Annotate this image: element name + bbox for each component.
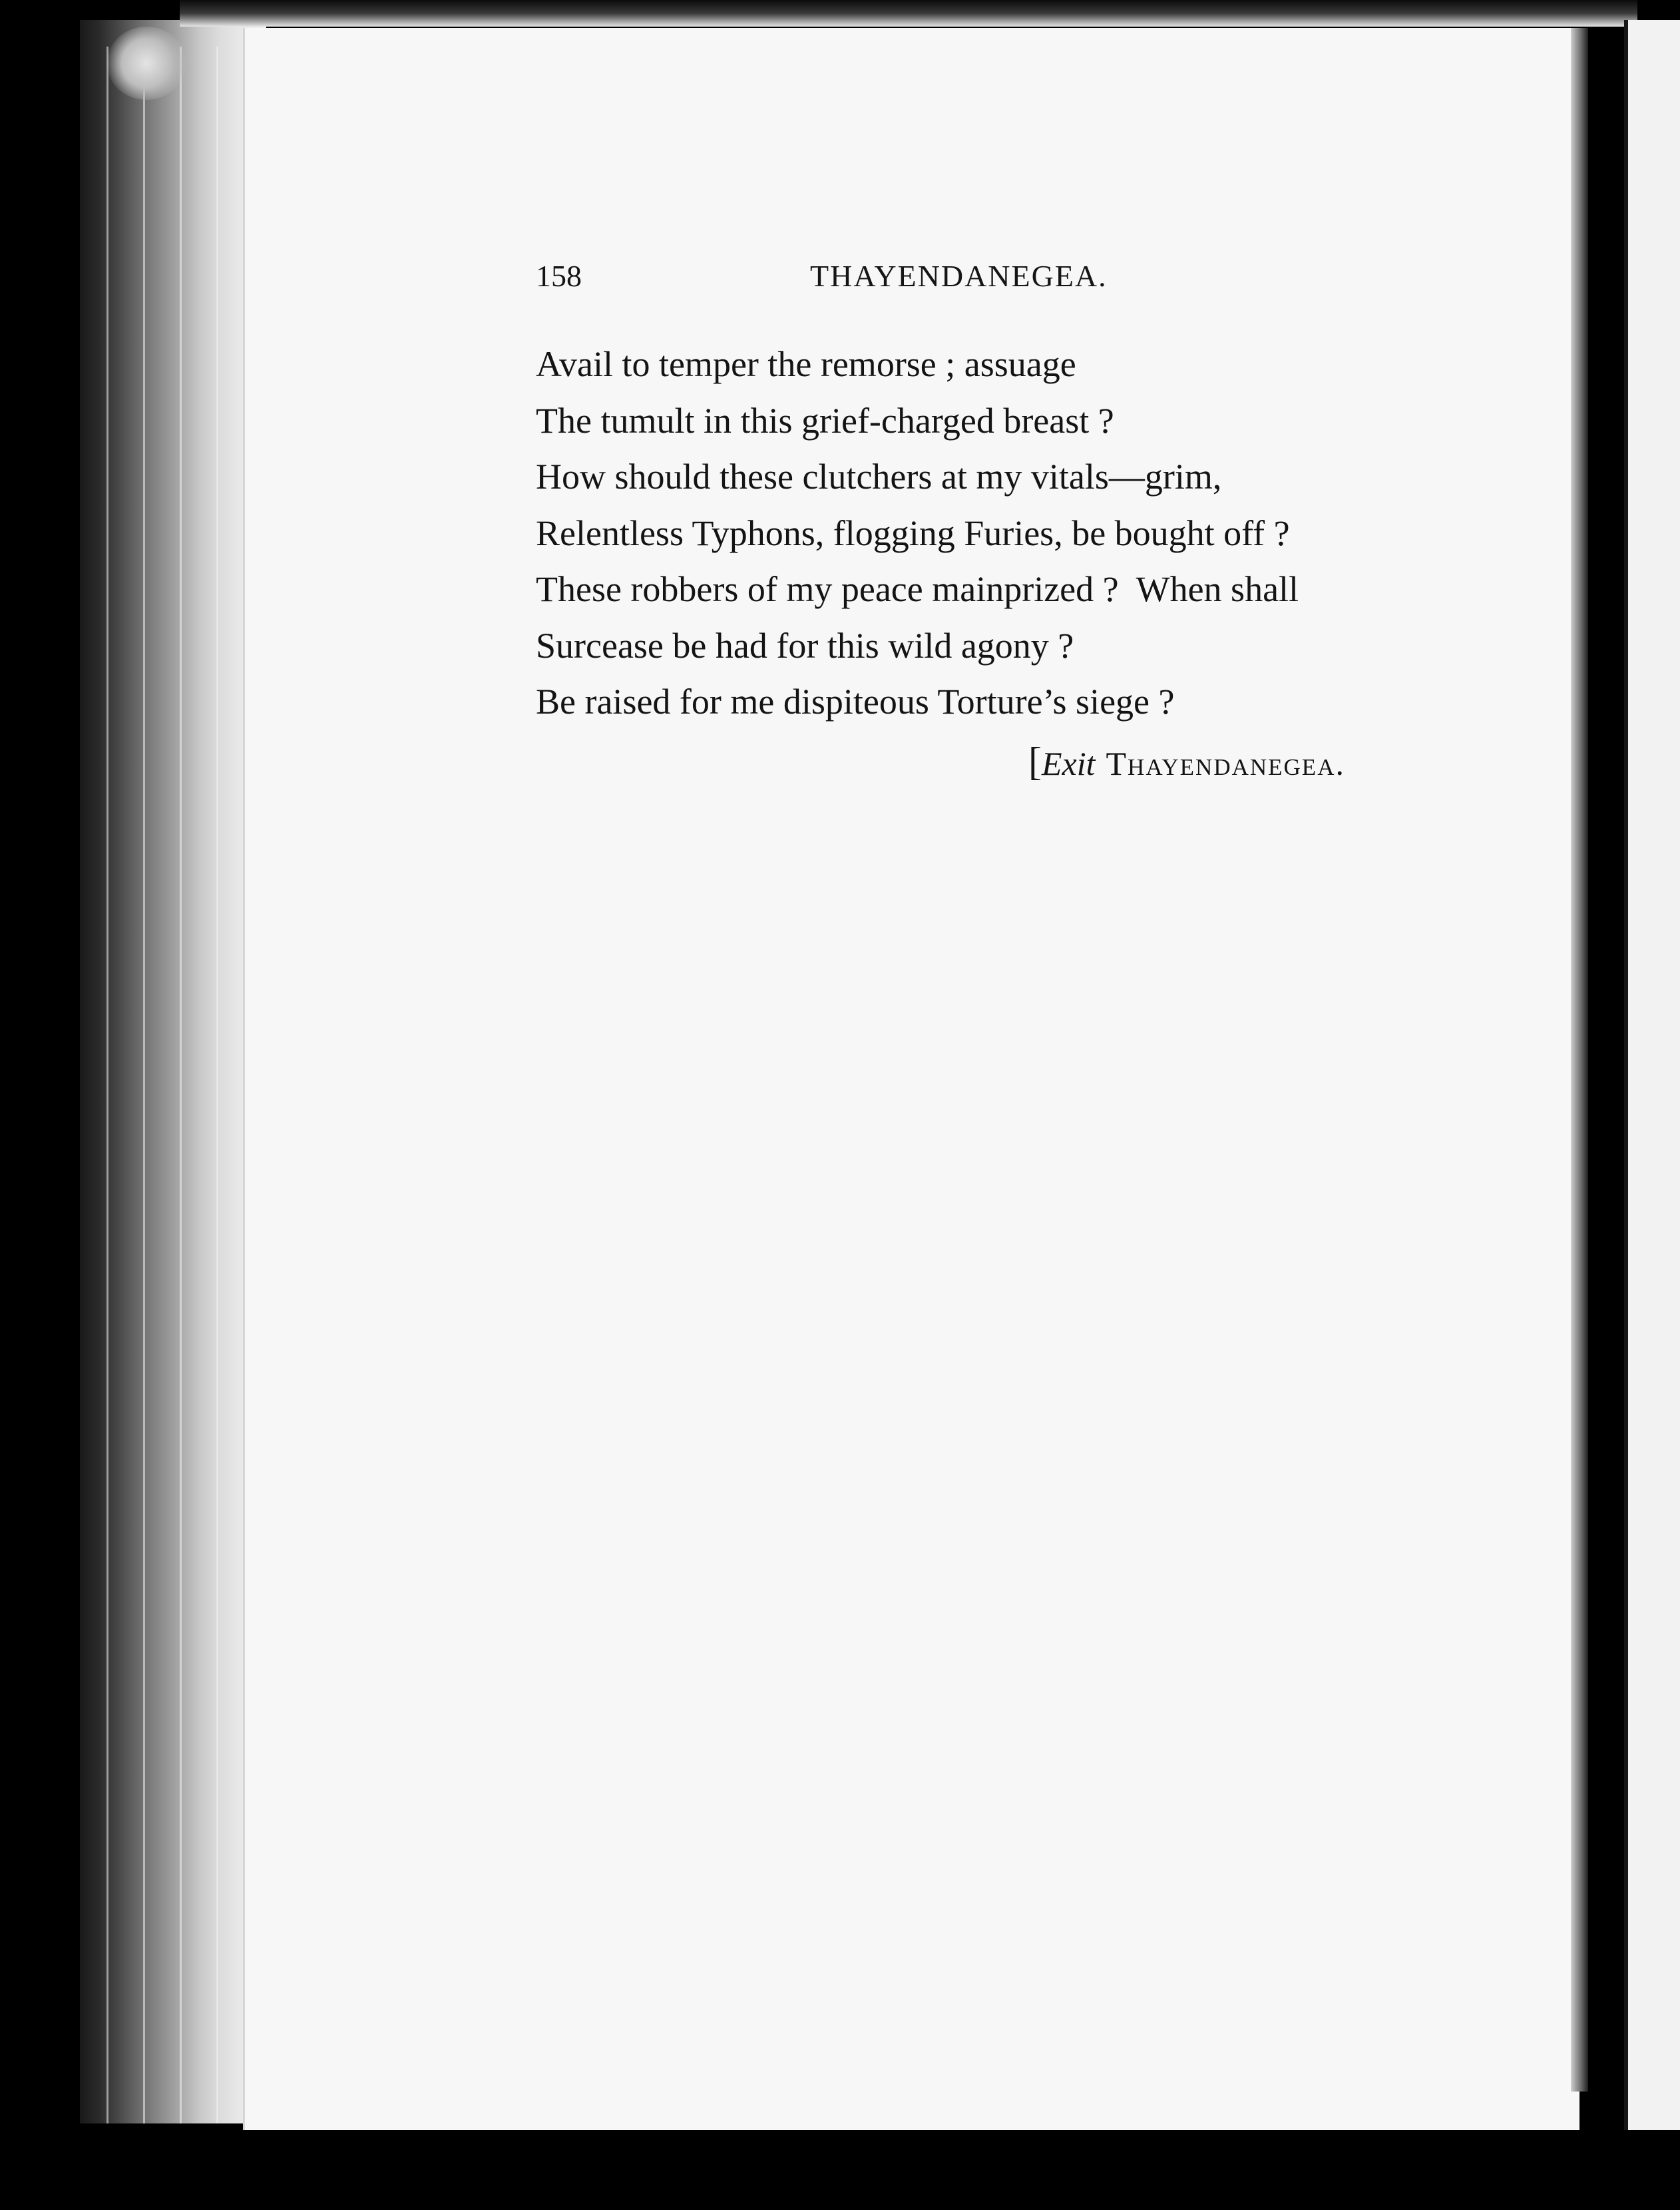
running-title: THAYENDANEGEA.	[810, 259, 1108, 293]
scan-bottom-border	[0, 2130, 1680, 2210]
stage-direction-character: Thayendanegea.	[1106, 745, 1345, 782]
book-top-edge	[180, 0, 1637, 27]
gutter-shadow	[1571, 28, 1588, 2092]
facing-page-edge	[1624, 20, 1680, 2130]
stage-direction	[1028, 739, 1345, 785]
verse-line: How should these clutchers at my vitals—grim,	[536, 457, 1222, 497]
verse-line: These robbers of my peace mainprized ? When shall	[536, 569, 1299, 609]
page-number: 158	[536, 259, 582, 293]
verse-line: Avail to temper the remorse ; assuage	[536, 344, 1076, 384]
page-edge-line	[143, 47, 145, 2123]
page-edge-line	[106, 47, 108, 2123]
page-edge-line	[180, 47, 182, 2123]
page-edge-stack	[80, 20, 266, 2123]
paper-smudge	[106, 27, 186, 100]
verse-block	[536, 336, 1441, 730]
stage-direction-bracket: [	[1028, 740, 1042, 783]
page-edge-line	[216, 47, 218, 2123]
verse-line: Be raised for me dispiteous Torture’s siege ?	[536, 682, 1175, 722]
stage-direction-verb: Exit	[1041, 745, 1096, 782]
verse-line: Relentless Typhons, flogging Furies, be bought off ?	[536, 513, 1290, 553]
verse-line: The tumult in this grief-charged breast ?	[536, 400, 1114, 441]
running-head	[536, 258, 1424, 298]
verse-line: Surcease be had for this wild agony ?	[536, 625, 1074, 666]
